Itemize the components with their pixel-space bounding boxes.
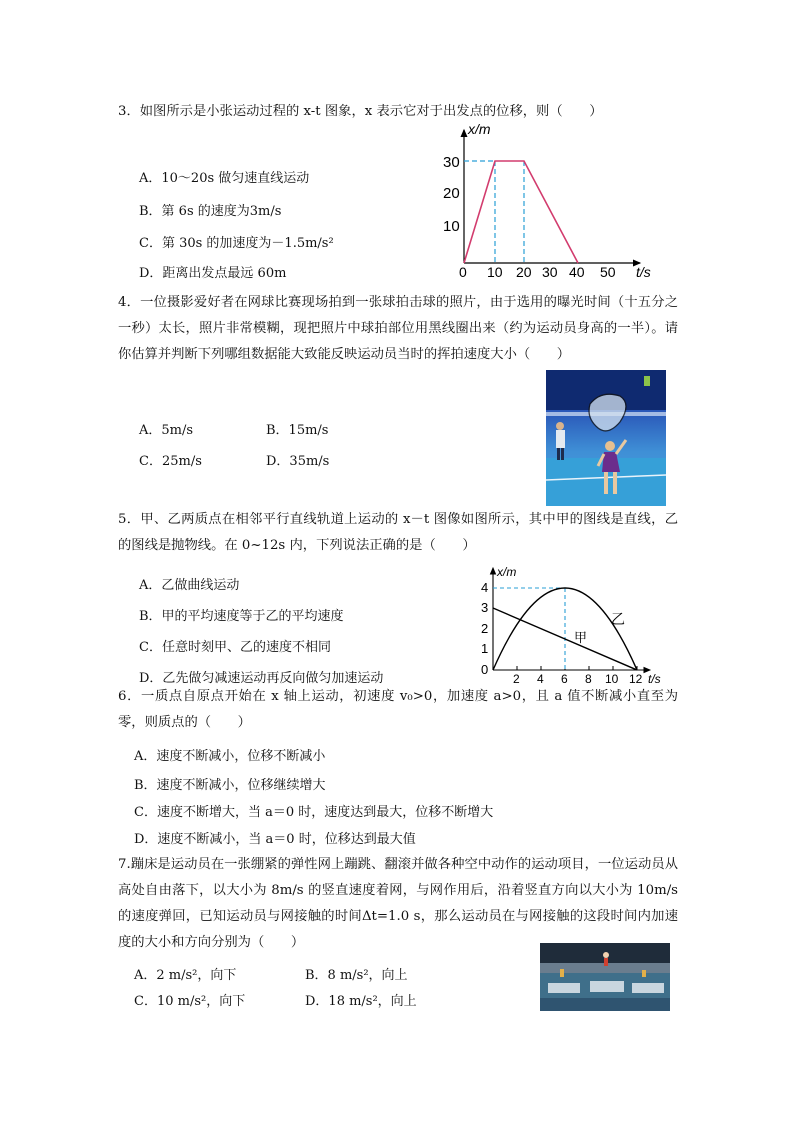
- q4-option-b: B．15m/s: [266, 423, 329, 438]
- q4-stem: 4．一位摄影爱好者在网球比赛现场拍到一张球拍击球的照片，由于选用的曝光时间（十五分之一秒）太长，照片非常模糊，现把照片中球拍部位用黑线圈出来（约为运动员身高的一半）。请你估算并判断下列哪组数据能大致能反映运动员当时的挥拍速度大小（ ）: [118, 295, 678, 362]
- q3-xlabel: t/s: [636, 264, 651, 280]
- q5-yi-curve: [493, 588, 637, 670]
- q5-ytick-3: 3: [481, 600, 489, 615]
- q5-xtick-12: 12: [629, 672, 643, 686]
- q3-ytick-30: 30: [443, 154, 460, 171]
- q6-option-b: B．速度不断减小，位移继续增大: [134, 778, 326, 793]
- q3-ylabel: x/m: [468, 121, 491, 137]
- q7-option-b: B．8 m/s²，向上: [305, 968, 408, 983]
- q5-xlabel: t/s: [648, 672, 661, 686]
- q3-ytick-10: 10: [443, 218, 460, 235]
- q4-option-c: C．25m/s: [139, 454, 202, 469]
- q3-xt-chart: [440, 118, 665, 280]
- q5-xtick-2: 2: [513, 672, 520, 686]
- q3-xtick-0: 0: [459, 264, 467, 280]
- q5-stem: 5．甲、乙两质点在相邻平行直线轨道上运动的 x－t 图像如图所示，其中甲的图线是直线，乙的图线是抛物线。在 0~12s 内，下列说法正确的是（ ）: [118, 512, 678, 553]
- tennis-photo: [546, 370, 666, 506]
- q7-option-c: C．10 m/s²，向下: [134, 994, 246, 1009]
- q5-ytick-2: 2: [481, 621, 489, 636]
- q6-option-a: A．速度不断减小，位移不断减小: [134, 749, 326, 764]
- q4-option-d: D．35m/s: [266, 454, 330, 469]
- q3-stem: 3．如图所示是小张运动过程的 x-t 图象，x 表示它对于出发点的位移，则（ ）: [118, 104, 603, 119]
- q5-ytick-0: 0: [481, 662, 489, 677]
- q3-xtick-50: 50: [600, 264, 616, 280]
- q3-option-d: D．距离出发点最远 60m: [139, 266, 287, 281]
- q5-xtick-10: 10: [605, 672, 619, 686]
- q7-stem: 7.蹦床是运动员在一张绷紧的弹性网上蹦跳、翻滚并做各种空中动作的运动项目，一位运动员从高处自由落下，以大小为 8m/s 的竖直速度着网，与网作用后，沿着竖直方向以大小为 10m/s 的速度弹回，已知运动员与网接触的时间Δt=1.0 s，那么运动员在与网接触的这段时间内加速度的大小和方向分别为（ ）: [118, 857, 678, 950]
- q5-option-a: A．乙做曲线运动: [139, 578, 240, 593]
- q6-stem: 6．一质点自原点开始在 x 轴上运动，初速度 v₀>0，加速度 a>0，且 a 值不断减小直至为零，则质点的（ ）: [118, 689, 678, 730]
- q6-option-d: D．速度不断减小，当 a＝0 时，位移达到最大值: [134, 832, 416, 847]
- q4-option-a: A．5m/s: [139, 423, 194, 438]
- q3-xtick-20: 20: [516, 264, 532, 280]
- q3-xtick-40: 40: [569, 264, 585, 280]
- trampoline-photo: [540, 943, 670, 1011]
- q5-xtick-4: 4: [537, 672, 544, 686]
- q5-xtick-8: 8: [585, 672, 592, 686]
- q3-ytick-20: 20: [443, 185, 460, 202]
- q5-option-c: C．任意时刻甲、乙的速度不相同: [139, 640, 331, 655]
- q5-ylabel: x/m: [497, 565, 517, 579]
- q5-option-d: D．乙先做匀减速运动再反向做匀加速运动: [139, 671, 384, 686]
- q5-xtick-6: 6: [561, 672, 568, 686]
- q3-option-a: A．10～20s 做匀速直线运动: [139, 171, 310, 186]
- q5-option-b: B．甲的平均速度等于乙的平均速度: [139, 609, 344, 624]
- q6-option-c: C．速度不断增大，当 a＝0 时，速度达到最大，位移不断增大: [134, 805, 494, 820]
- q3-option-c: C．第 30s 的加速度为－1.5m/s²: [139, 236, 334, 251]
- q5-label-jia: 甲: [574, 630, 588, 645]
- q3-option-b: B．第 6s 的速度为3m/s: [139, 204, 282, 219]
- q5-ytick-1: 1: [481, 641, 489, 656]
- q5-xt-chart: [478, 562, 668, 686]
- q7-option-a: A．2 m/s²，向下: [134, 968, 237, 983]
- q3-xt-line: [464, 161, 578, 263]
- q5-ytick-4: 4: [481, 580, 489, 595]
- q3-xtick-10: 10: [487, 264, 503, 280]
- q3-xtick-30: 30: [542, 264, 558, 280]
- q7-option-d: D．18 m/s²，向上: [305, 994, 417, 1009]
- q5-label-yi: 乙: [611, 611, 625, 627]
